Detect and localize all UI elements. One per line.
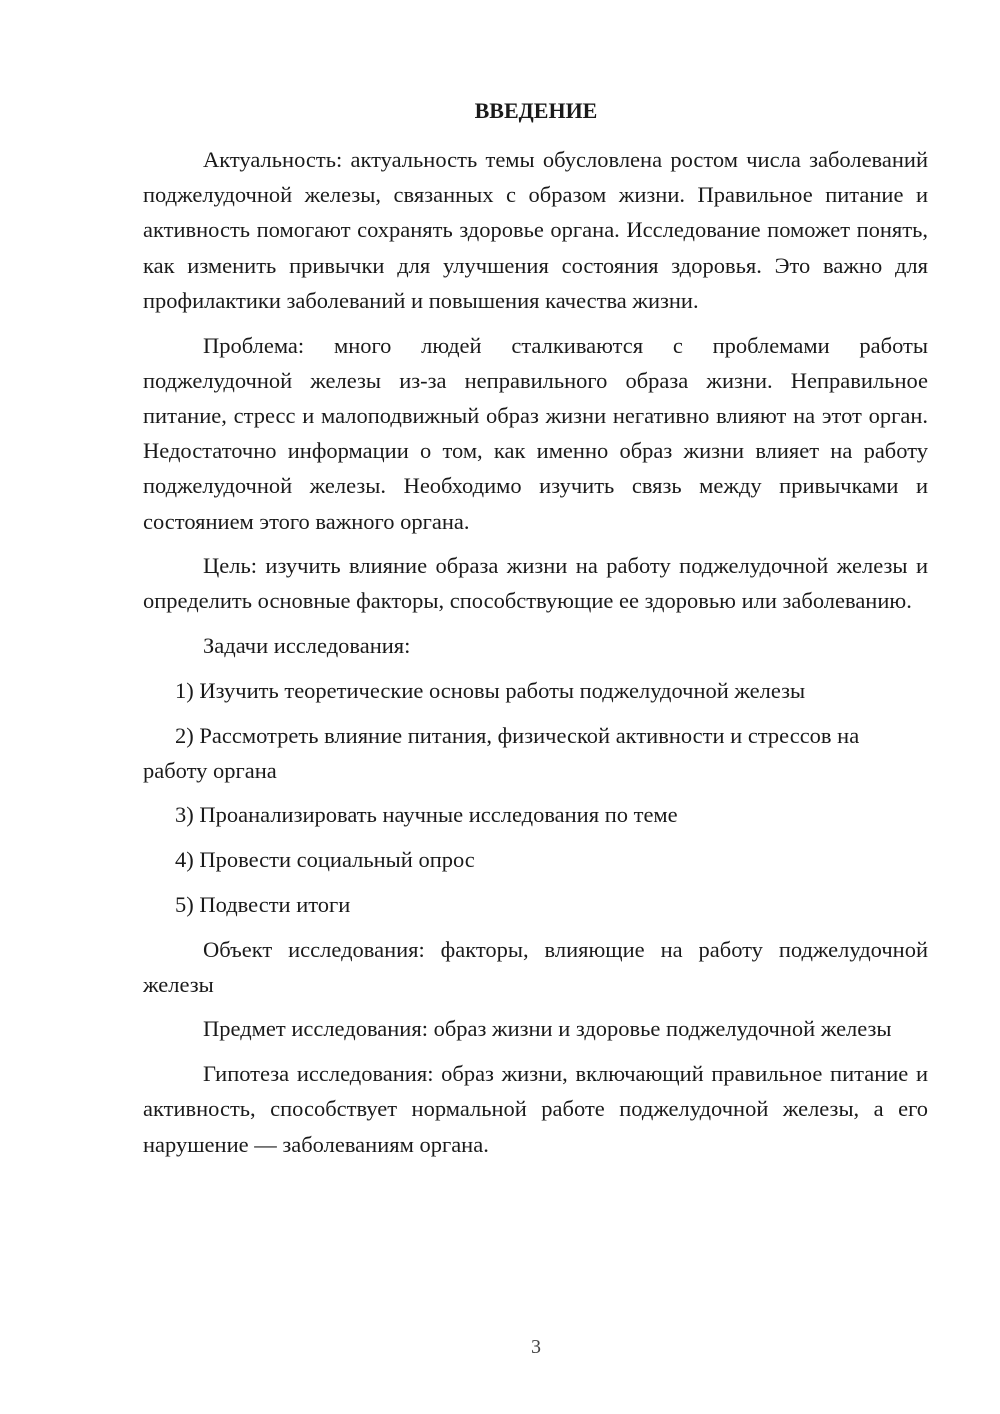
- task-item-3: 3) Проанализировать научные исследования по теме: [175, 802, 678, 828]
- task-item-1: 1) Изучить теоретические основы работы поджелудочной железы: [175, 677, 806, 703]
- tasks-heading: Задачи исследования:: [203, 633, 411, 659]
- paragraph-goal: Цель: изучить влияние образа жизни на работу поджелудочной железы и определить основные факторы, способствующие ее здоровью или заболеванию.: [143, 553, 928, 614]
- page-title: ВВЕДЕНИЕ: [474, 98, 598, 123]
- paragraph-object: Объект исследования: факторы, влияющие на работу поджелудочной железы: [143, 936, 928, 997]
- paragraph-problem: Проблема: много людей сталкиваются с проблемами работы поджелудочной железы из-за неправильного образа жизни. Неправильное питание, стресс и малоподвижный образ жизни негативно влияют на этот орган. Недостаточно информации о том, как именно образ жизни влияет на работу поджелудочной железы. Необходимо изучить связь между привычками и состоянием этого важного органа.: [143, 332, 928, 534]
- document-body: [143, 142, 928, 1171]
- paragraph-relevance: Актуальность: актуальность темы обусловлена ростом числа заболеваний поджелудочной железы, связанных с образом жизни. Правильное питание и активность помогают сохранять здоровье органа. Исследование поможет понять, как изменить привычки для улучшения состояния здоровья. Это важно для профилактики заболеваний и повышения качества жизни.: [143, 147, 928, 313]
- paragraph-subject: Предмет исследования: образ жизни и здоровье поджелудочной железы: [203, 1016, 892, 1042]
- task-item-4: 4) Провести социальный опрос: [175, 847, 475, 873]
- task-item-2: 2) Рассмотреть влияние питания, физической активности и стрессов на работу органа: [143, 722, 860, 783]
- page-number: 3: [531, 1336, 541, 1358]
- task-item-5: 5) Подвести итоги: [175, 891, 351, 917]
- paragraph-hypothesis: Гипотеза исследования: образ жизни, включающий правильное питание и активность, способствует нормальной работе поджелудочной железы, а его нарушение — заболеваниям органа.: [143, 1061, 928, 1157]
